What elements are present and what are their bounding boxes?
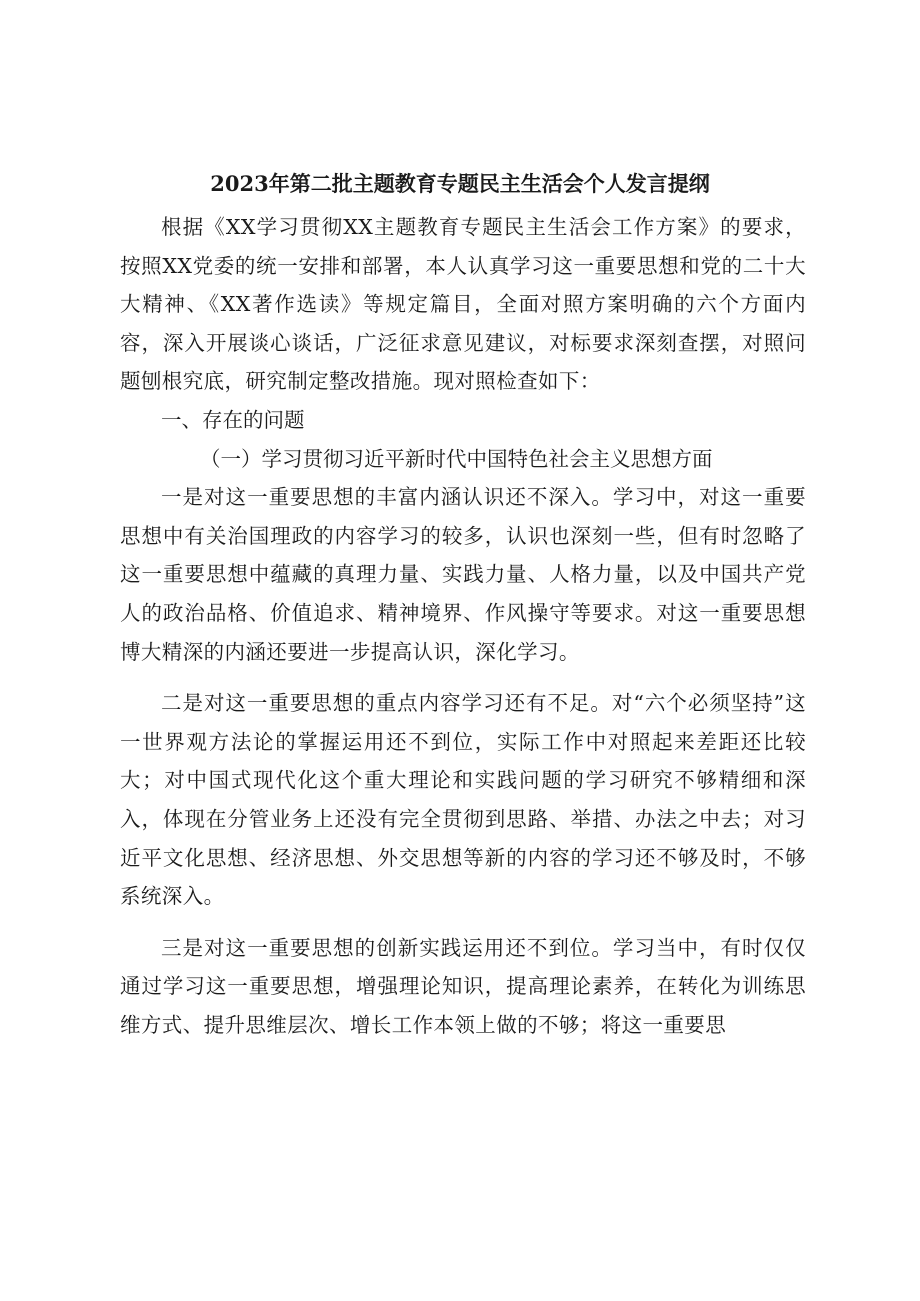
document-title: 2023年第二批主题教育专题民主生活会个人发言提纲: [210, 171, 710, 196]
intro-paragraph: 根据《XX学习贯彻XX主题教育专题民主生活会工作方案》的要求，按照XX党委的统一安排和部署，本人认真学习这一重要思想和党的二十大大精神、《XX著作选读》等规定篇目，全面对照方案明确的六个方面内容，深入开展谈心谈话，广泛征求意见建议，对标要求深刻查摆，对照问题刨根究底，研究制定整改措施。现对照检查如下：: [120, 215, 806, 394]
section-heading-problems: 一、存在的问题: [161, 407, 305, 432]
subsection-heading-study: （一）学习贯彻习近平新时代中国特色社会主义思想方面: [200, 446, 713, 471]
document-body: [120, 208, 806, 1044]
paragraph-gap: [120, 671, 806, 684]
paragraph-gap: [120, 916, 806, 929]
body-paragraph-3: 三是对这一重要思想的创新实践运用还不到位。学习当中，有时仅仅通过学习这一重要思想，增强理论知识，提高理论素养，在转化为训练思维方式、提升思维层次、增长工作本领上做的不够；将这一重要思: [120, 935, 806, 1037]
body-paragraph-2: 二是对这一重要思想的重点内容学习还有不足。对“六个必须坚持”这一世界观方法论的掌握运用还不到位，实际工作中对照起来差距还比较大；对中国式现代化这个重大理论和实践问题的学习研究不够精细和深入，体现在分管业务上还没有完全贯彻到思路、举措、办法之中去；对习近平文化思想、经济思想、外交思想等新的内容的学习还不够及时，不够系统深入。: [120, 691, 806, 909]
body-paragraph-1: 一是对这一重要思想的丰富内涵认识还不深入。学习中，对这一重要思想中有关治国理政的内容学习的较多，认识也深刻一些，但有时忽略了这一重要思想中蕴藏的真理力量、实践力量、人格力量，以及中国共产党人的政治品格、价值追求、精神境界、作风操守等要求。对这一重要思想博大精深的内涵还要进一步提高认识，深化学习。: [120, 485, 806, 664]
